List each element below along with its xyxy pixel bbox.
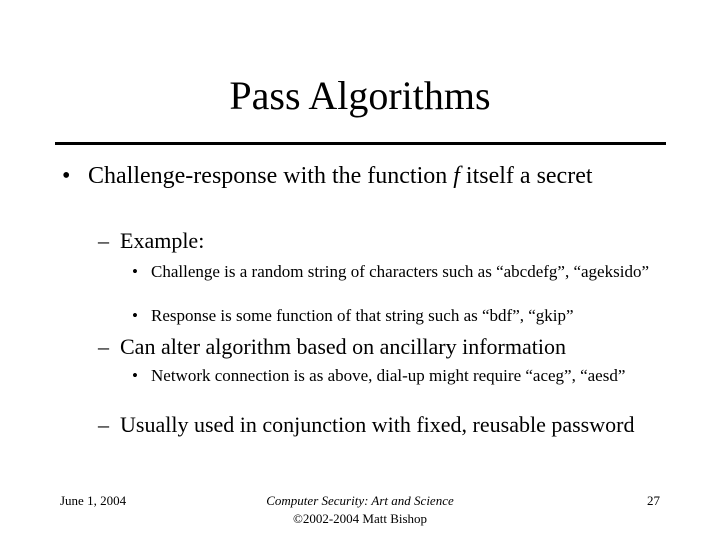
course-title: Computer Security: Art and Science: [266, 493, 454, 508]
bullet-text: Example:: [120, 228, 205, 253]
bullet-text: Challenge-response with the function f itself a secret: [88, 163, 593, 189]
bullet-text: Usually used in conjunction with fixed, reusable password: [120, 412, 635, 437]
title-divider: [55, 142, 666, 145]
bullet-marker: •: [132, 306, 138, 325]
slide-title: Pass Algorithms: [229, 73, 491, 118]
page-number: 27: [647, 493, 660, 508]
bullet-marker: •: [132, 262, 138, 281]
bullet-text: Challenge is a random string of characters such as “abcdefg”, “ageksido”: [151, 262, 649, 281]
dash-marker: –: [98, 412, 109, 437]
bullet-text: Response is some function of that string such as “bdf”, “gkip”: [151, 306, 574, 325]
bullet-text: Network connection is as above, dial-up might require “aceg”, “aesd”: [151, 366, 626, 385]
bullet-marker: •: [132, 366, 138, 385]
copyright: ©2002-2004 Matt Bishop: [292, 511, 428, 526]
dash-marker: –: [98, 334, 109, 359]
footer-date: June 1, 2004: [60, 493, 127, 508]
dash-marker: –: [98, 228, 109, 253]
footer-course: [210, 492, 510, 528]
bullet-marker: •: [62, 163, 71, 189]
bullet-text: Can alter algorithm based on ancillary information: [120, 334, 566, 359]
